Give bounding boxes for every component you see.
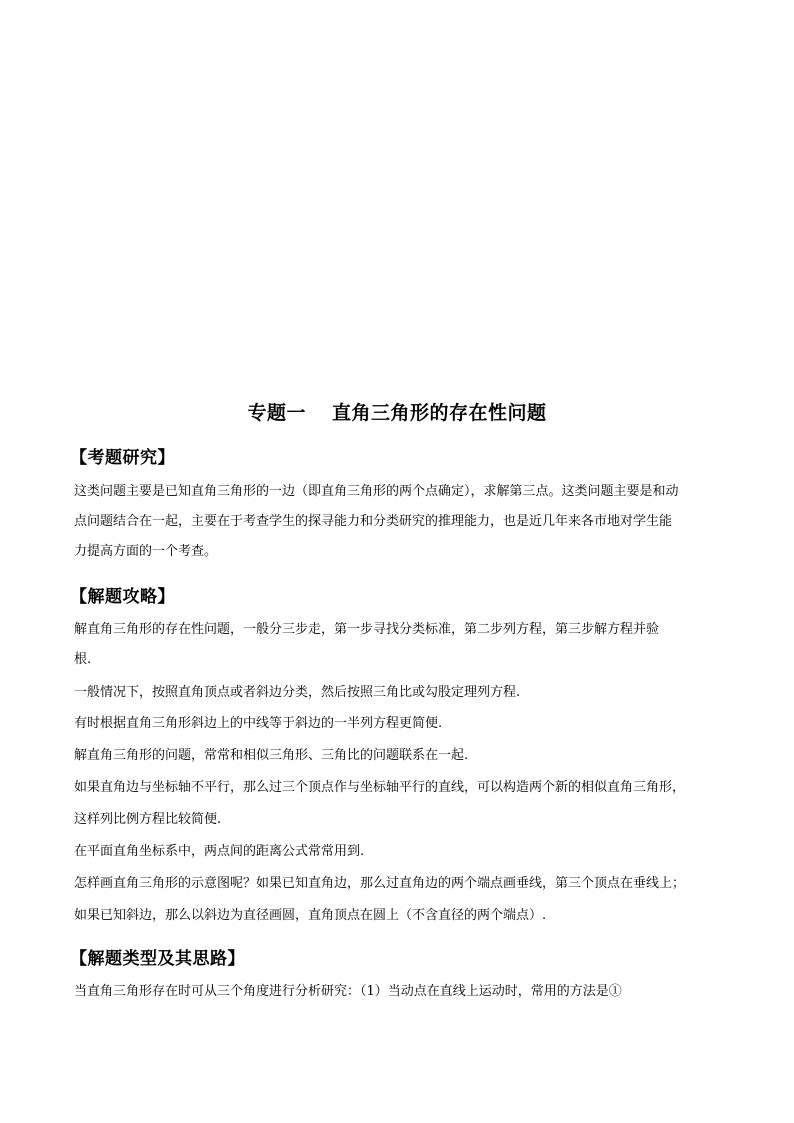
strategy-line-2: 根.: [74, 652, 92, 667]
strategy-line-4: 有时根据直角三角形斜边上的中线等于斜边的一半列方程更简便.: [74, 716, 443, 731]
types-line-1: 当直角三角形存在时可从三个角度进行分析研究：（1）当动点在直线上运动时，常用的方法是①: [74, 984, 622, 999]
strategy-line-5: 解直角三角形的问题，常常和相似三角形、三角比的问题联系在一起.: [74, 748, 469, 763]
title-sub: 直角三角形的存在性问题: [332, 402, 547, 424]
research-line-1: 这类问题主要是已知直角三角形的一边（即直角三角形的两个点确定），求解第三点。这类问题主要是和动: [74, 484, 679, 499]
strategy-line-7: 这样列比例方程比较简便.: [74, 812, 222, 827]
section-heading-types: 【解题类型及其思路】: [70, 949, 245, 969]
strategy-line-3: 一般情况下，按照直角顶点或者斜边分类，然后按照三角比或勾股定理列方程.: [74, 685, 521, 700]
strategy-line-6: 如果直角边与坐标轴不平行，那么过三个顶点作与坐标轴平行的直线，可以构造两个新的相似直角三角形，: [74, 780, 686, 795]
strategy-line-8: 在平面直角坐标系中，两点间的距离公式常常用到.: [74, 844, 365, 859]
strategy-line-10: 如果已知斜边，那么以斜边为直径画圆，直角顶点在圆上（不含直径的两个端点）.: [74, 908, 547, 923]
section-heading-strategy: 【解题攻略】: [70, 587, 175, 607]
research-line-3: 力提高方面的一个考查。: [74, 544, 218, 559]
research-line-2: 点问题结合在一起，主要在于考查学生的探寻能力和分类研究的推理能力，也是近几年来各市地对学生能: [74, 514, 673, 529]
page-title: [0, 398, 794, 425]
strategy-line-9: 怎样画直角三角形的示意图呢？如果已知直角边，那么过直角边的两个端点画垂线，第三个顶点在垂线上；: [74, 876, 686, 891]
title-main: 专题一: [247, 402, 306, 424]
strategy-line-1: 解直角三角形的存在性问题，一般分三步走，第一步寻找分类标准，第二步列方程，第三步解方程并验: [74, 622, 660, 637]
section-heading-research: 【考题研究】: [70, 448, 175, 468]
